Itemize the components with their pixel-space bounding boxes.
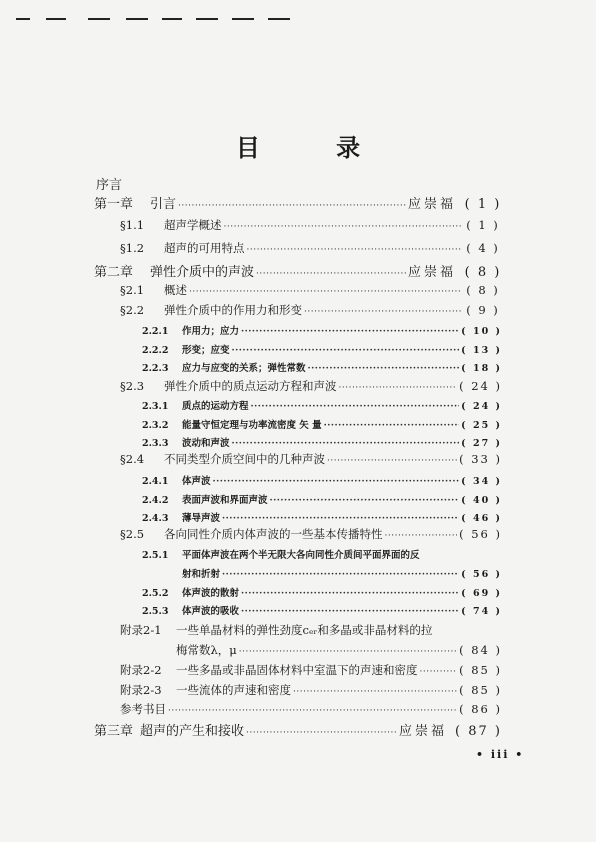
toc-entry-2-2-3 <box>142 360 502 374</box>
entry-number: 附录2-2 <box>120 663 162 677</box>
entry-number: 第三章 <box>94 724 134 739</box>
entry-label: 一些流体的声速和密度 <box>176 683 291 697</box>
entry-label: 体声波的吸收 <box>182 606 240 617</box>
dot-leader <box>270 496 460 506</box>
dot-leader <box>178 201 406 211</box>
toc-entry-2-4-2 <box>142 492 502 506</box>
toc-entry-2-4-1 <box>142 473 502 487</box>
entry-number: 2.5.1 <box>142 550 169 561</box>
entry-page: ( 1 ) <box>466 218 500 232</box>
entry-number: 2.2.1 <box>142 326 169 337</box>
toc-entry-2-3 <box>120 378 502 394</box>
entry-label: 平面体声波在两个半无限大各向同性介质间平面界面的反 <box>182 550 420 561</box>
dot-leader <box>251 402 460 412</box>
toc-entry-2-2 <box>120 302 502 318</box>
toc-entry-2-3-1 <box>142 398 502 412</box>
toc-entry-bibliography <box>120 701 502 717</box>
toc-entry-2-2-2 <box>142 342 502 356</box>
entry-label: 形变；应变 <box>182 345 230 356</box>
dot-leader <box>222 514 459 524</box>
entry-number: 第二章 <box>94 265 134 280</box>
dot-leader <box>232 346 460 356</box>
entry-page: ( 56 ) <box>459 527 502 541</box>
entry-page: ( 74 ) <box>461 606 502 617</box>
entry-number: 2.3.2 <box>142 420 169 431</box>
entry-label: 质点的运动方程 <box>182 401 249 412</box>
entry-label: 一些多晶或非晶固体材料中室温下的声速和密度 <box>176 663 418 677</box>
entry-page: ( 24 ) <box>461 401 502 412</box>
entry-page: ( 56 ) <box>461 569 502 580</box>
entry-page: ( 86 ) <box>459 702 502 716</box>
entry-number: 附录2-3 <box>120 683 162 697</box>
dot-leader <box>308 364 460 374</box>
entry-page: ( 85 ) <box>459 663 502 677</box>
entry-page: ( 84 ) <box>459 643 502 657</box>
toc-entry-2-3-3 <box>142 435 502 449</box>
entry-number: 2.5.2 <box>142 588 169 599</box>
entry-author: 应崇福 <box>407 265 456 280</box>
entry-page: ( 27 ) <box>461 438 502 449</box>
entry-page: ( 10 ) <box>461 326 502 337</box>
dot-leader <box>189 287 462 297</box>
entry-number: 2.4.3 <box>142 513 169 524</box>
entry-label: 参考书目 <box>120 702 166 716</box>
entry-page: ( 87 ) <box>455 724 502 739</box>
entry-page: ( 85 ) <box>459 683 502 697</box>
entry-number: §2.1 <box>120 283 145 297</box>
dot-leader <box>213 477 460 487</box>
page-number-footer: • iii • <box>476 748 525 761</box>
page-title: 目 录 <box>235 134 395 162</box>
entry-label: 体声波的散射 <box>182 588 240 599</box>
entry-number: §1.1 <box>120 218 145 232</box>
entry-page: ( 4 ) <box>466 241 500 255</box>
entry-page: ( 8 ) <box>466 283 500 297</box>
toc-entry-appendix-2-2 <box>120 662 502 678</box>
entry-number: 2.3.1 <box>142 401 169 412</box>
dot-leader <box>420 667 458 677</box>
entry-number: 2.4.2 <box>142 495 169 506</box>
entry-number: 附录2-1 <box>120 623 162 637</box>
dot-leader <box>327 456 457 466</box>
dot-leader <box>241 607 459 617</box>
toc-entry-1-2 <box>120 240 502 256</box>
entry-label: 各向同性介质内体声波的一些基本传播特性 <box>164 527 383 541</box>
toc-entry-appendix-2-1 <box>120 622 502 638</box>
toc-entry-chapter-1 <box>94 193 502 212</box>
toc-entry-2-4 <box>120 451 502 467</box>
toc-entry-2-3-2 <box>142 417 502 431</box>
dot-leader <box>224 222 463 232</box>
entry-label: 作用力；应力 <box>182 326 240 337</box>
dot-leader <box>239 647 457 657</box>
entry-page: ( 46 ) <box>461 513 502 524</box>
entry-page: ( 24 ) <box>459 379 502 393</box>
dot-leader <box>256 269 406 279</box>
entry-label: 弹性介质中的质点运动方程和声波 <box>164 379 337 393</box>
toc-entry-chapter-2 <box>94 261 502 280</box>
entry-number: 第一章 <box>94 197 134 212</box>
entry-number: §2.5 <box>120 527 145 541</box>
entry-page: ( 25 ) <box>461 420 502 431</box>
entry-page: ( 18 ) <box>461 363 502 374</box>
dot-leader <box>168 706 457 716</box>
entry-label: 弹性介质中的声波 <box>150 265 255 280</box>
entry-page: ( 8 ) <box>464 265 502 280</box>
entry-label: 射和折射 <box>182 569 221 580</box>
toc-entry-2-2-1 <box>142 323 502 337</box>
entry-number: §2.4 <box>120 452 145 466</box>
entry-page: ( 13 ) <box>461 345 502 356</box>
entry-number: 2.4.1 <box>142 476 169 487</box>
entry-page: ( 69 ) <box>461 588 502 599</box>
dot-leader <box>304 307 462 317</box>
entry-label: 表面声波和界面声波 <box>182 495 268 506</box>
entry-number: §2.2 <box>120 303 145 317</box>
entry-label: 应力与应变的关系；弹性常数 <box>182 363 306 374</box>
entry-label: 梅常数λ，μ <box>176 643 237 657</box>
entry-author: 应崇福 <box>399 724 448 739</box>
entry-page: ( 40 ) <box>461 495 502 506</box>
entry-label: 波动和声波 <box>182 438 230 449</box>
toc-entry-2-5-1-cont <box>182 566 502 580</box>
entry-page: ( 1 ) <box>464 197 502 212</box>
dot-leader <box>293 687 457 697</box>
entry-number: 2.2.2 <box>142 345 169 356</box>
entry-label: 超声的可用特点 <box>164 241 245 255</box>
entry-label: 不同类型介质空间中的几种声波 <box>164 452 325 466</box>
entry-label: 概述 <box>164 283 187 297</box>
toc-entry-2-4-3 <box>142 510 502 524</box>
dot-leader <box>241 589 459 599</box>
dot-leader <box>339 383 458 393</box>
preface-heading: 序言 <box>96 178 123 193</box>
dot-leader <box>324 421 460 431</box>
toc-entry-appendix-2-3 <box>120 682 502 698</box>
entry-label: 薄导声波 <box>182 513 221 524</box>
entry-label: 一些单晶材料的弹性劲度cₑᵣ和多晶或非晶材料的拉 <box>176 623 433 637</box>
dot-leader <box>222 570 459 580</box>
toc-entry-2-5-1 <box>142 547 502 561</box>
entry-page: ( 33 ) <box>459 452 502 466</box>
entry-page: ( 34 ) <box>461 476 502 487</box>
entry-page: ( 9 ) <box>466 303 500 317</box>
entry-number: 2.3.3 <box>142 438 169 449</box>
toc-entry-1-1 <box>120 217 502 233</box>
entry-label: 能量守恒定理与功率流密度 矢 量 <box>182 420 322 431</box>
entry-number: 2.5.3 <box>142 606 169 617</box>
dot-leader <box>246 728 397 738</box>
entry-number: 2.2.3 <box>142 363 169 374</box>
entry-number: §2.3 <box>120 379 145 393</box>
entry-label: 超声的产生和接收 <box>140 724 245 739</box>
entry-label: 引言 <box>150 197 177 212</box>
entry-label: 体声波 <box>182 476 211 487</box>
toc-entry-2-5-3 <box>142 603 502 617</box>
dot-leader <box>385 531 458 541</box>
entry-author: 应崇福 <box>407 197 456 212</box>
dot-leader <box>247 245 463 255</box>
dot-leader <box>241 327 459 337</box>
entry-label: 超声学概述 <box>164 218 222 232</box>
entry-label: 弹性介质中的作用力和形变 <box>164 303 302 317</box>
entry-number: §1.2 <box>120 241 145 255</box>
toc-entry-2-5 <box>120 526 502 542</box>
toc-entry-appendix-2-1-cont <box>176 642 502 658</box>
toc-entry-chapter-3 <box>94 720 502 739</box>
toc-entry-2-5-2 <box>142 585 502 599</box>
toc-entry-2-1 <box>120 282 502 298</box>
dot-leader <box>232 439 460 449</box>
